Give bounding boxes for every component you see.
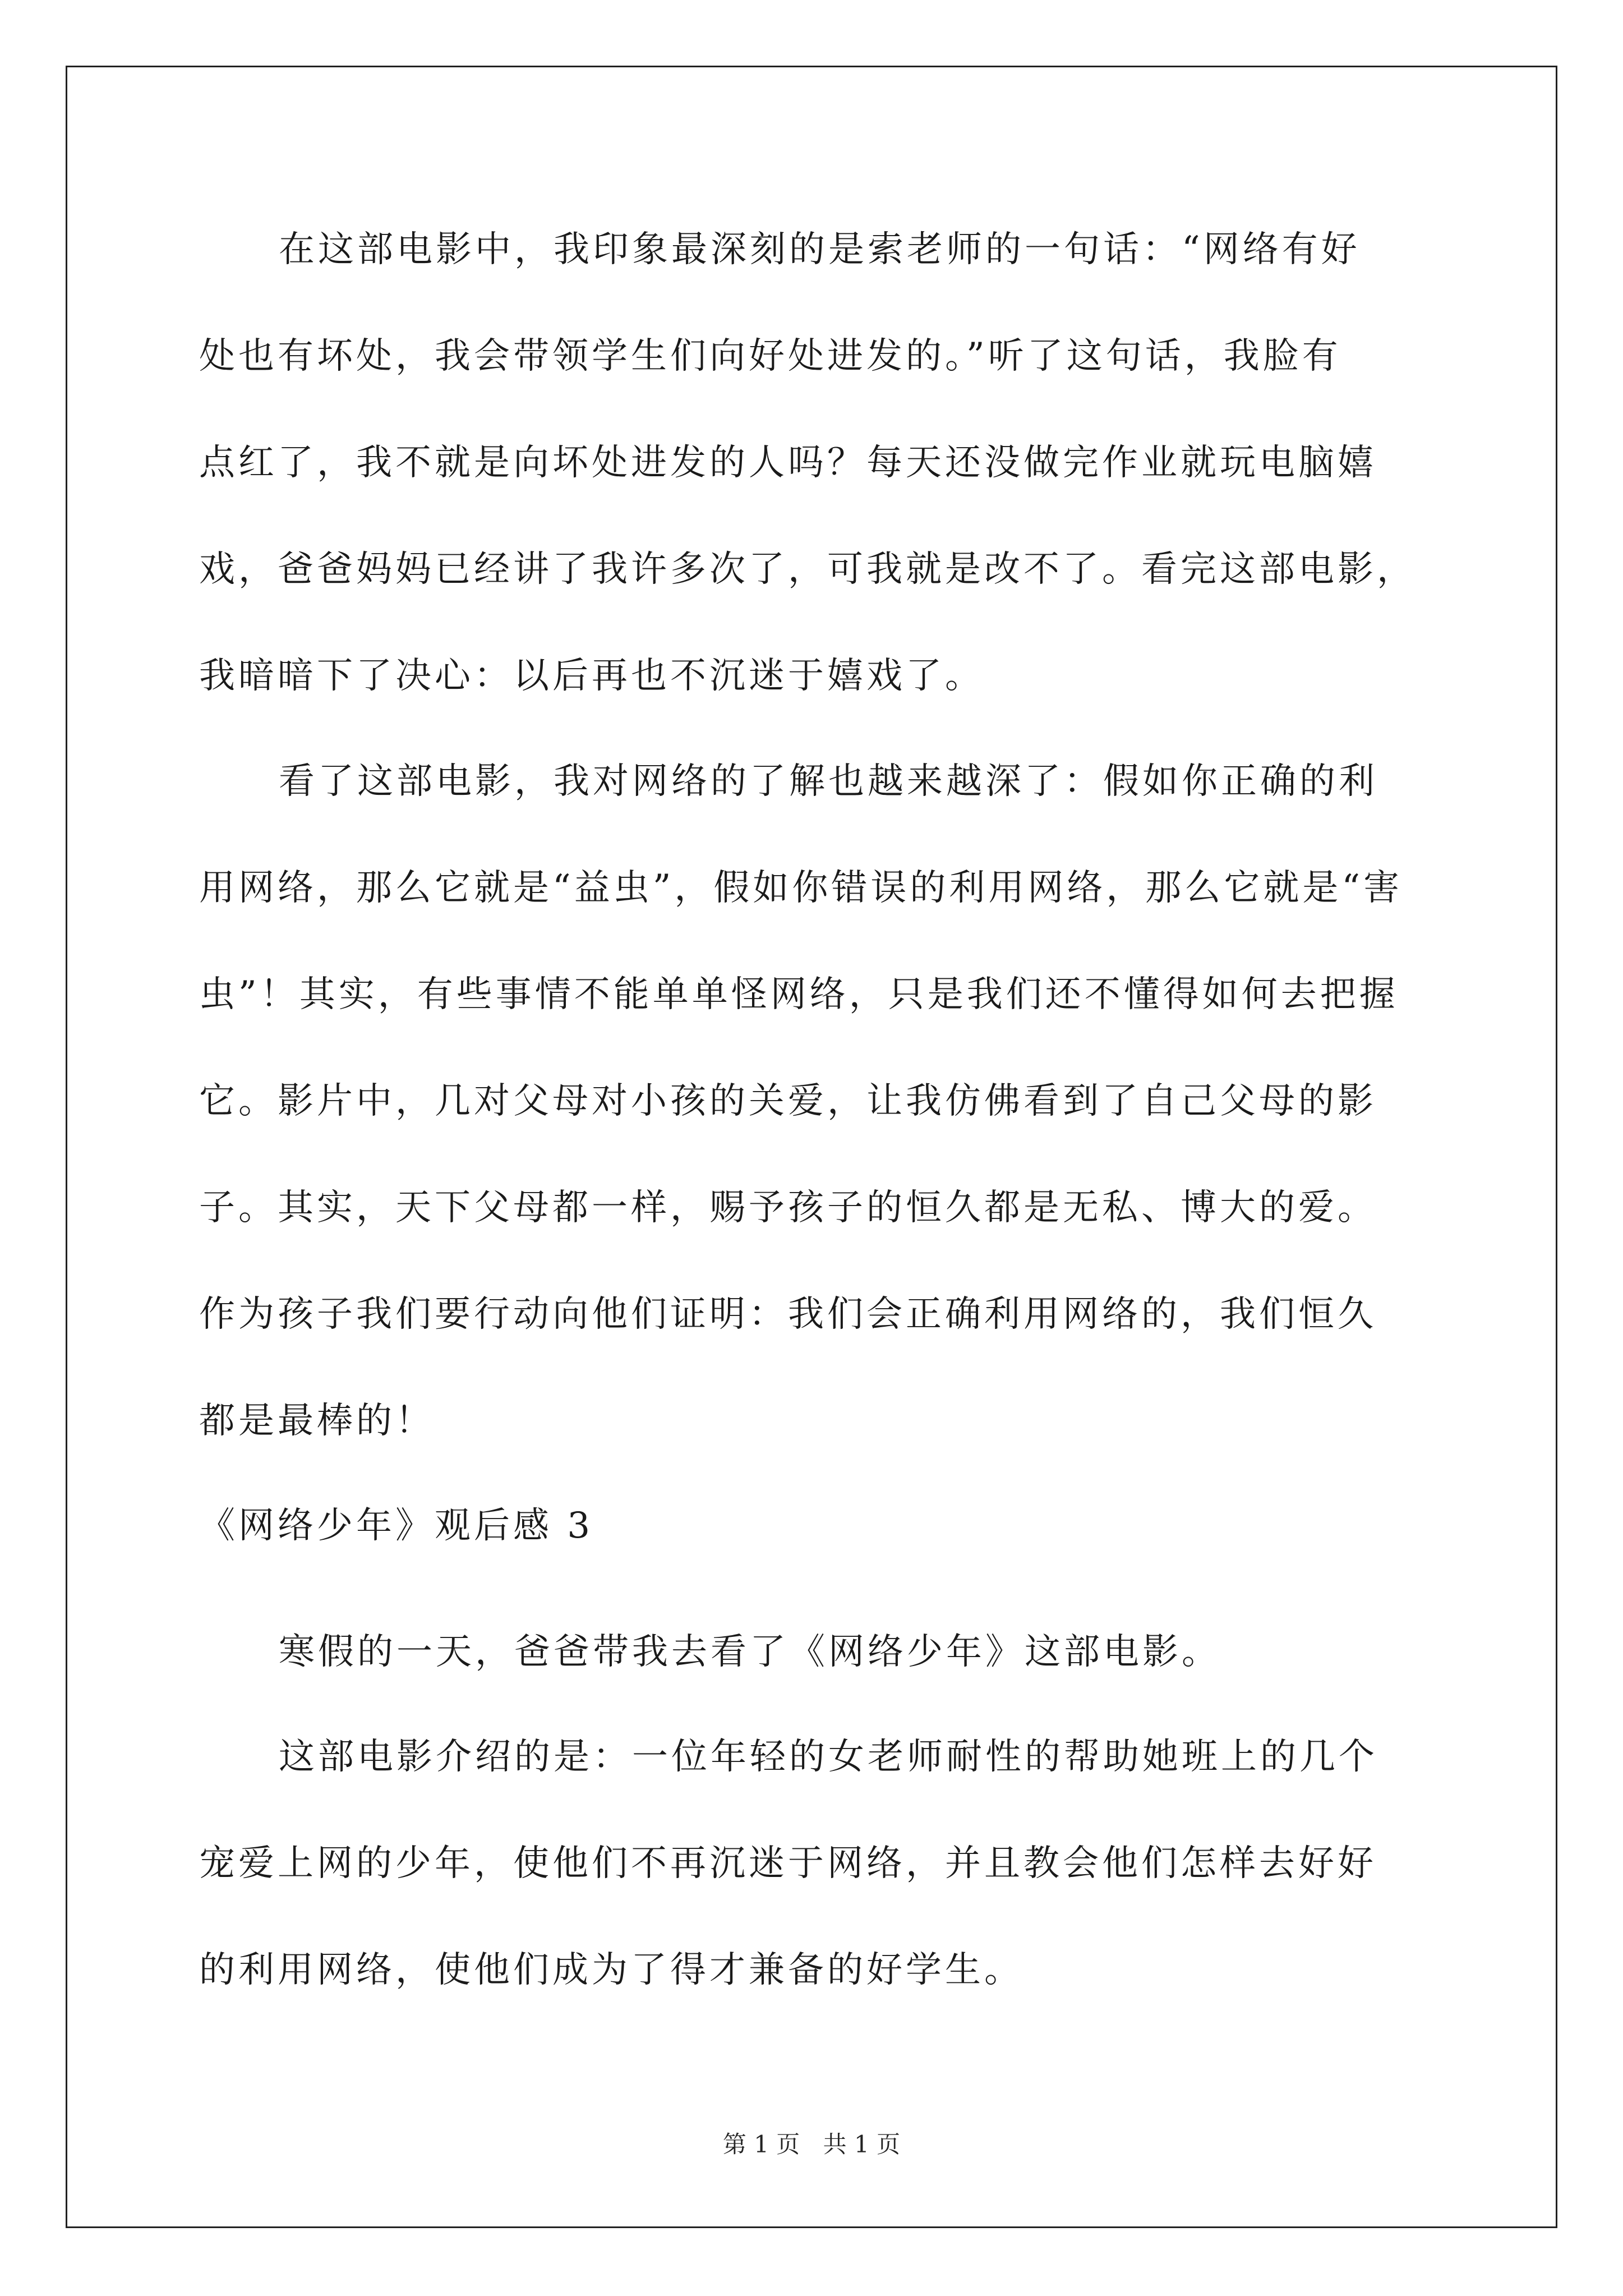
paragraph-line: 寒假的一天，爸爸带我去看了《网络少年》这部电影。 xyxy=(279,1631,1221,1673)
page-total: 共 1 页 xyxy=(823,2131,901,2158)
page-footer xyxy=(0,2126,1623,2160)
paragraph-line: 在这部电影中，我印象最深刻的是索老师的一句话：“网络有好 xyxy=(279,229,1361,270)
paragraph-3 xyxy=(199,1599,1433,1705)
paragraph-line: 这部电影介绍的是：一位年轻的女老师耐性的帮助她班上的几个 xyxy=(279,1736,1378,1778)
paragraph-line: 点红了，我不就是向坏处进发的人吗？每天还没做完作业就玩电脑嬉 xyxy=(199,442,1377,484)
paragraph-line: 宠爱上网的少年，使他们不再沉迷于网络，并且教会他们怎样去好好 xyxy=(199,1843,1377,1884)
paragraph-line: 虫”！其实，有些事情不能单单怪网络，只是我们还不懂得如何去把握 xyxy=(199,974,1399,1015)
paragraph-line: 它。影片中，几对父母对小孩的关爱，让我仿佛看到了自己父母的影 xyxy=(199,1080,1377,1122)
paragraph-line: 用网络，那么它就是“益虫”，假如你错误的利用网络，那么它就是“害 xyxy=(199,867,1403,909)
paragraph-4 xyxy=(199,1704,1433,2023)
section-heading: 《网络少年》观后感 3 xyxy=(199,1505,594,1547)
paragraph-line: 处也有坏处，我会带领学生们向好处进发的。”听了这句话，我脸有 xyxy=(199,335,1341,377)
paragraph-line: 都是最棒的！ xyxy=(199,1400,435,1442)
paragraph-line: 我暗暗下了决心：以后再也不沉迷于嬉戏了。 xyxy=(199,655,984,697)
paragraph-line: 子。其实，天下父母都一样，赐予孩子的恒久都是无私、博大的爱。 xyxy=(199,1187,1377,1228)
paragraph-2 xyxy=(199,728,1433,1474)
paragraph-line: 看了这部电影，我对网络的了解也越来越深了：假如你正确的利 xyxy=(279,761,1378,802)
paragraph-line: 的利用网络，使他们成为了得才兼备的好学生。 xyxy=(199,1949,1023,1991)
paragraph-1 xyxy=(199,196,1433,729)
paragraph-line: 作为孩子我们要行动向他们证明：我们会正确利用网络的，我们恒久 xyxy=(199,1294,1377,1335)
page-number: 第 1 页 xyxy=(722,2131,800,2158)
paragraph-line: 戏，爸爸妈妈已经讲了我许多次了，可我就是改不了。看完这部电影， xyxy=(199,549,1416,590)
